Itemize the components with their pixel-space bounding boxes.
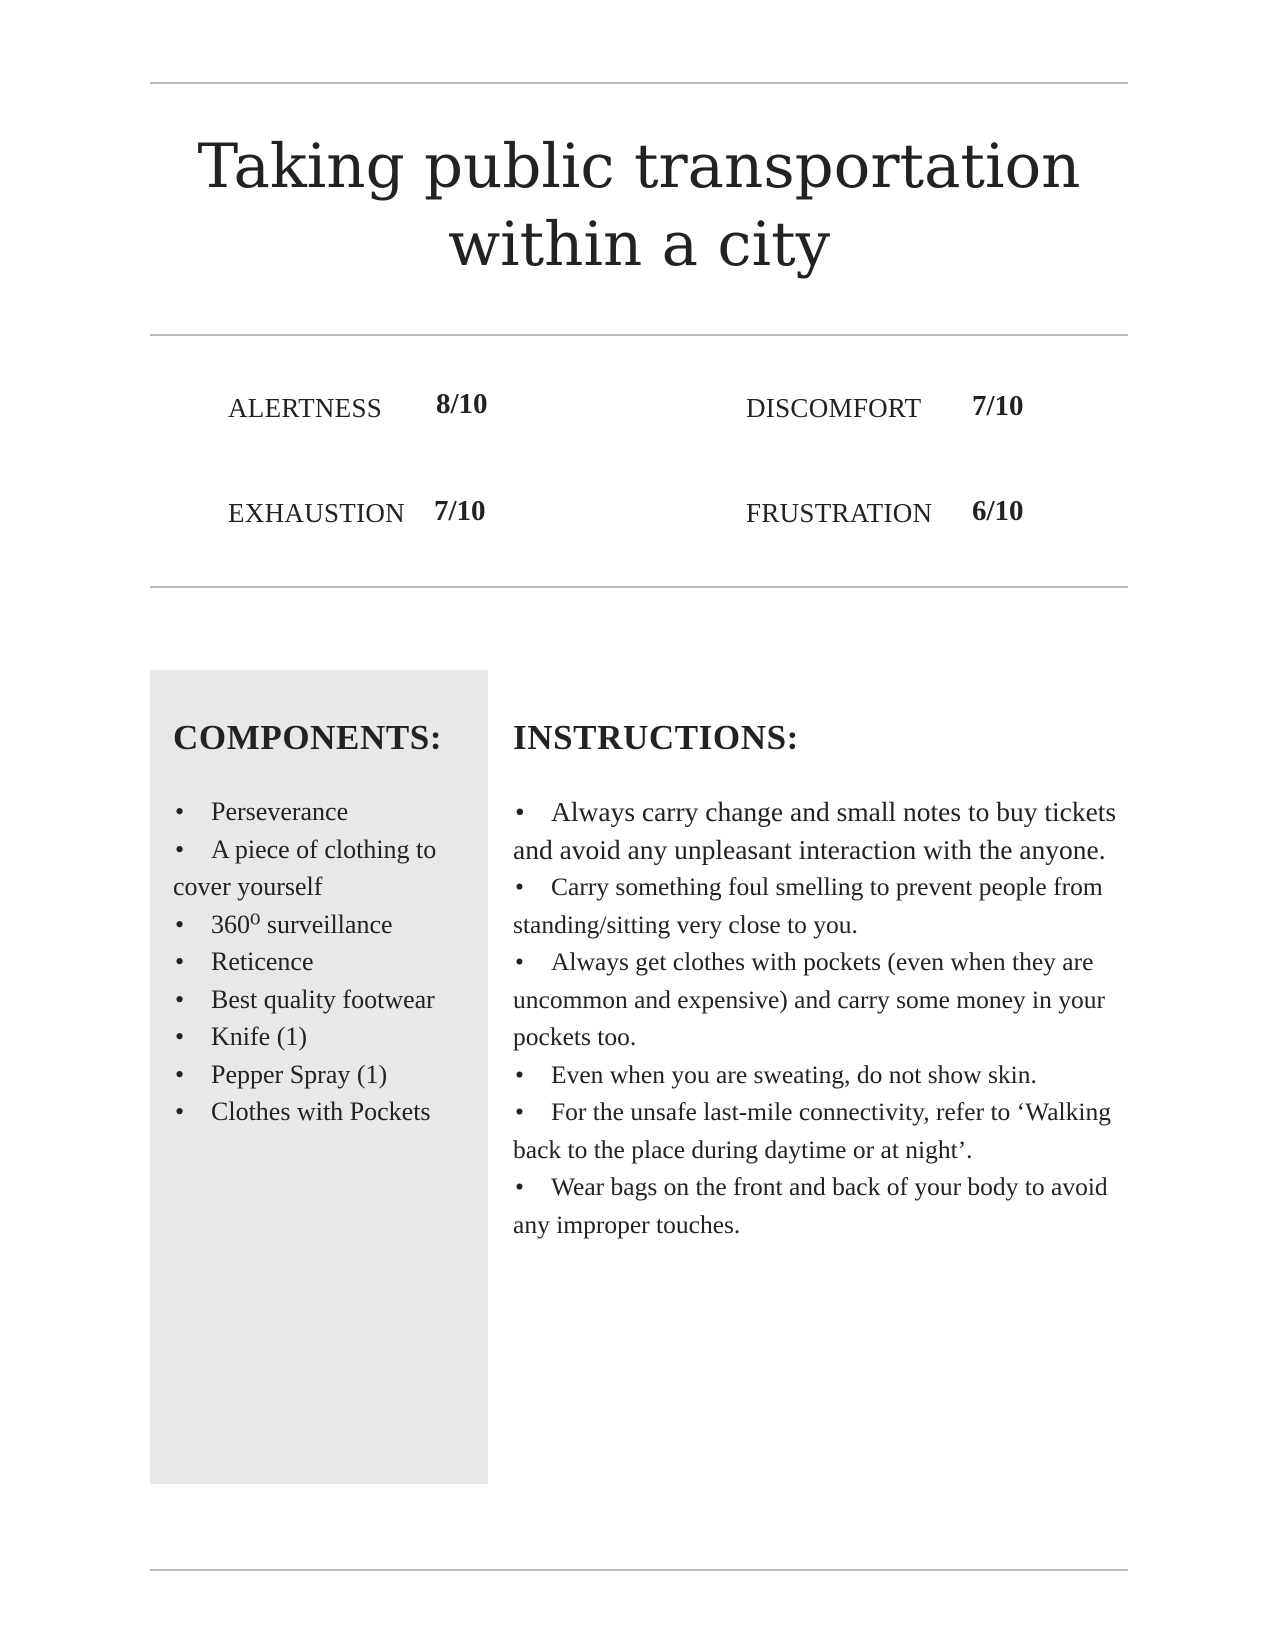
stat-value: 7/10 (434, 495, 486, 527)
stat-label: ALERTNESS (228, 393, 383, 423)
instruction-text: Always carry change and small notes to buy tickets and avoid any unpleasant interaction with the anyone. (513, 796, 1117, 865)
bullet: • (175, 984, 185, 1014)
list-item (173, 1056, 473, 1094)
instruction-text: For the unsafe last-mile connectivity, refer to ‘Walking back to the place during daytime or at night’. (513, 1097, 1111, 1164)
bullet: • (175, 909, 185, 939)
components-list (173, 793, 473, 1131)
list-item (173, 793, 473, 831)
component-text: A piece of clothing to cover yourself (173, 834, 437, 901)
bullet: • (175, 834, 185, 864)
bullet: • (175, 947, 185, 976)
bullet: • (515, 947, 524, 976)
list-item (173, 1093, 473, 1131)
bullet: • (515, 1059, 524, 1089)
component-text: Knife (1) (211, 1022, 308, 1051)
instruction-text: Even when you are sweating, do not show skin. (551, 1059, 1037, 1089)
list-item (173, 1018, 473, 1056)
instruction-text: Always get clothes with pockets (even when they are uncommon and expensive) and carry some money in your pockets too. (513, 947, 1106, 1051)
list-item (173, 831, 473, 906)
bullet: • (175, 1022, 185, 1051)
title-line-1: Taking public transportation (197, 131, 1081, 202)
bullet: • (515, 1172, 524, 1201)
list-item (513, 868, 1123, 943)
stat-value: 6/10 (972, 495, 1024, 527)
bullet: • (515, 872, 524, 901)
bullet: • (175, 1097, 185, 1126)
component-text: Reticence (211, 947, 314, 976)
title-line-2: within a city (447, 209, 831, 280)
bullet: • (515, 1097, 524, 1126)
components-heading: COMPONENTS: (173, 718, 443, 757)
bullet: • (175, 797, 185, 826)
bullet: • (175, 1059, 185, 1089)
top-divider (150, 82, 1128, 84)
stats-divider (150, 586, 1128, 588)
list-item (513, 1168, 1123, 1243)
stat-label: DISCOMFORT (746, 393, 922, 423)
title-divider (150, 334, 1128, 336)
stat-label: FRUSTRATION (746, 498, 933, 528)
list-item (173, 906, 473, 944)
instructions-list (513, 793, 1123, 1243)
bottom-divider (150, 1569, 1128, 1571)
component-text: Pepper Spray (1) (211, 1059, 388, 1089)
bullet: • (515, 796, 525, 827)
list-item (173, 943, 473, 981)
list-item (513, 1093, 1123, 1168)
list-item (173, 981, 473, 1019)
list-item (513, 1056, 1123, 1094)
instructions-heading: INSTRUCTIONS: (513, 718, 799, 757)
stat-label: EXHAUSTION (228, 498, 405, 528)
list-item (513, 793, 1123, 868)
component-text: Clothes with Pockets (211, 1097, 431, 1126)
stat-value: 8/10 (436, 388, 488, 420)
component-text: Best quality footwear (211, 984, 435, 1014)
stat-value: 7/10 (972, 390, 1024, 422)
instruction-text: Carry something foul smelling to prevent people from standing/sitting very close to you. (513, 872, 1103, 939)
instruction-text: Wear bags on the front and back of your body to avoid any improper touches. (513, 1172, 1108, 1239)
component-text: Perseverance (211, 797, 349, 826)
page-title (150, 128, 1128, 284)
list-item (513, 943, 1123, 1056)
component-text: 360⁰ surveillance (211, 909, 393, 939)
